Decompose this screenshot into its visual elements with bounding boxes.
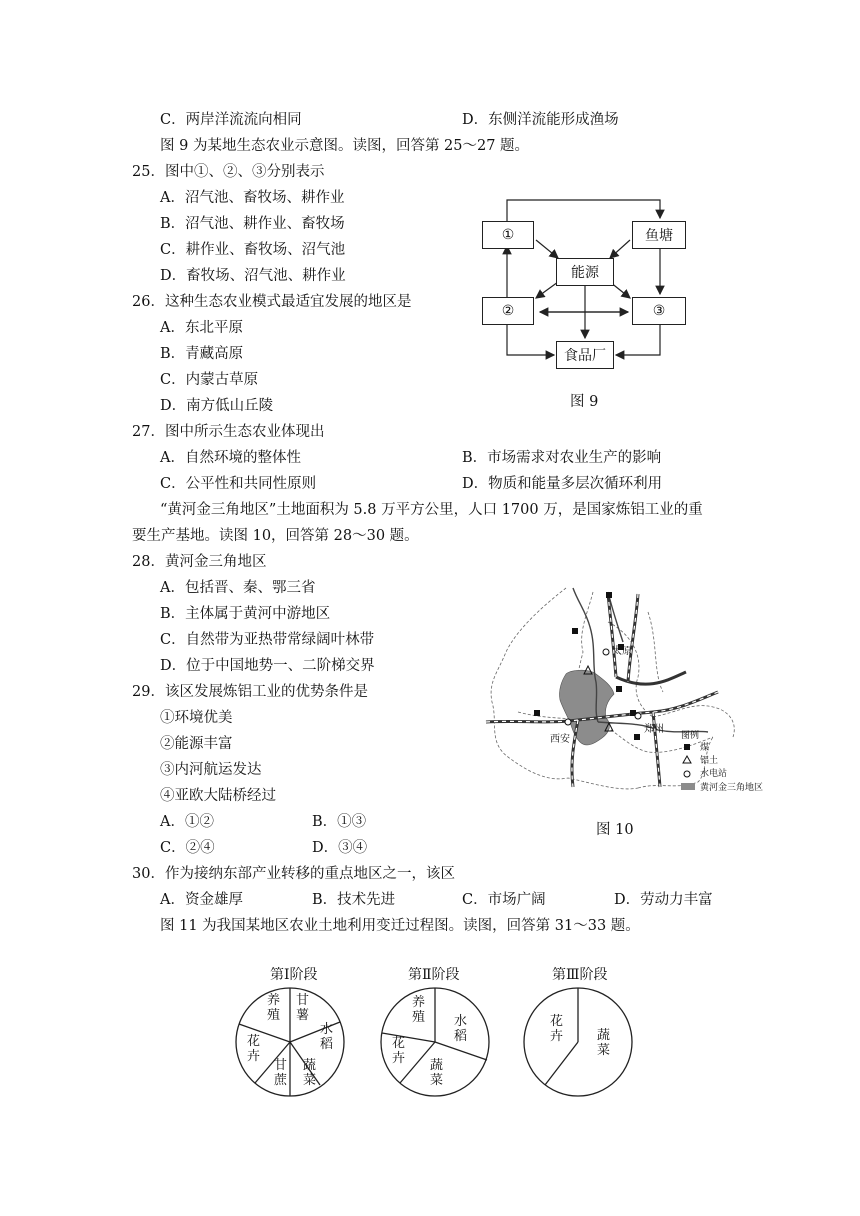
figure-10-map-graphic [478,582,778,804]
city-label-xian: 西安 [550,734,570,745]
stage2-title: 第Ⅱ阶段 [408,967,460,983]
stage2-divider [382,1033,435,1042]
q27-stem: 27．图中所示生态农业体现出 [132,424,325,440]
coal-marker [634,734,640,740]
q27-option-d: D．物质和能量多层次循环利用 [462,476,663,492]
q27-option-b: B．市场需求对农业生产的影响 [462,450,662,466]
coal-marker [616,686,622,692]
q26-option-d: D．南方低山丘陵 [160,398,274,414]
fig9-node-2: ② [482,297,534,325]
city-marker-taiyuan [603,649,609,655]
q29-stem: 29．该区发展炼铝工业的优势条件是 [132,684,368,700]
q24-option-d: D．东侧洋流能形成渔场 [462,112,619,128]
figure-10-map [478,582,778,804]
legend-region-label: 黄河金三角地区 [700,783,764,793]
q30-stem: 30．作为接纳东部产业转移的重点地区之一，该区 [132,866,455,882]
q29-option-a: A．①② [160,814,214,830]
stage1-label-sugarcane: 甘蔗 [274,1058,288,1088]
q29-option-c: C．②④ [160,840,215,856]
q28-option-c: C．自然带为亚热带常绿阔叶林带 [160,632,375,648]
q25-option-c: C．耕作业、畜牧场、沼气池 [160,242,346,258]
stage1-label-flowers: 花卉 [247,1034,261,1064]
legend-bauxite-symbol [683,756,691,763]
q26-stem: 26．这种生态农业模式最适宜发展的地区是 [132,294,412,310]
q27-option-a: A．自然环境的整体性 [160,450,301,466]
coal-marker [606,592,612,598]
coal-marker [534,710,540,716]
city-label-zhengzhou: 郑州 [644,724,664,735]
q28-option-a: A．包括晋、秦、鄂三省 [160,580,316,596]
q30-option-d: D．劳动力丰富 [614,892,713,908]
q28-stem: 28．黄河金三角地区 [132,554,267,570]
q25-stem: 25．图中①、②、③分别表示 [132,164,325,180]
stage3-divider [545,1042,578,1085]
figure-11-pies [0,980,860,1120]
legend-hydro-symbol [684,771,690,777]
q25-option-d: D．畜牧场、沼气池、耕作业 [160,268,346,284]
stage3-label-flowers: 花卉 [550,1014,564,1044]
stage2-label-vegetables: 蔬菜 [430,1058,444,1088]
q26-option-b: B．青藏高原 [160,346,244,362]
stage1-label-sweet-potato: 甘薯 [296,993,310,1023]
fig9-node-3: ③ [632,297,686,325]
stage2-label-rice: 水稻 [454,1014,468,1044]
fig11-intro: 图 11 为我国某地区农业土地利用变迁过程图。读图，回答第 31～33 题。 [160,918,640,934]
stage3-title: 第Ⅲ阶段 [552,967,608,983]
q29-item-2: ②能源丰富 [160,736,233,752]
q27-option-c: C．公平性和共同性原则 [160,476,317,492]
stage2-label-breeding: 养殖 [412,995,426,1025]
fig10-caption: 图 10 [596,822,634,838]
q28-option-b: B．主体属于黄河中游地区 [160,606,331,622]
legend-hydro-label: 水电站 [700,769,728,779]
fig9-intro: 图 9 为某地生态农业示意图。读图，回答第 25～27 题。 [160,138,530,154]
q26-option-c: C．内蒙古草原 [160,372,259,388]
stage1-title: 第Ⅰ阶段 [270,967,318,983]
fig10-intro-line1: “黄河金三角地区”土地面积为 5.8 万平方公里，人口 1700 万，是国家炼铝工业的重 [160,502,703,518]
q29-item-1: ①环境优美 [160,710,233,726]
figure-9-diagram [470,190,700,380]
fig9-node-1: ① [482,221,534,249]
stage2-label-flowers: 花卉 [392,1036,406,1066]
stage1-label-vegetables: 蔬菜 [303,1058,317,1088]
q30-option-a: A．资金雄厚 [160,892,243,908]
q29-item-4: ④亚欧大陆桥经过 [160,788,276,804]
legend-coal-label: 煤 [700,743,710,753]
fig9-node-energy: 能源 [556,258,614,286]
q29-option-b: B．①③ [312,814,367,830]
fig10-intro-line2: 要生产基地。读图 10，回答第 28～30 题。 [132,528,419,544]
stage3-label-vegetables: 蔬菜 [597,1028,611,1058]
city-marker-zhengzhou [635,713,641,719]
q24-option-c: C．两岸洋流流向相同 [160,112,302,128]
legend-title: 图例 [681,731,700,741]
q29-option-d: D．③④ [312,840,368,856]
fig9-caption: 图 9 [570,394,599,410]
stage1-label-breeding: 养殖 [267,993,281,1023]
q25-option-a: A．沼气池、畜牧场、耕作业 [160,190,345,206]
q29-item-3: ③内河航运发达 [160,762,262,778]
legend-coal-symbol [684,744,690,750]
fig9-node-fishpond: 鱼塘 [632,221,686,249]
q28-option-d: D．位于中国地势一、二阶梯交界 [160,658,375,674]
fig9-node-food-factory: 食品厂 [556,341,614,369]
coal-marker [572,628,578,634]
legend-region-symbol [681,783,695,790]
q30-option-c: C．市场广阔 [462,892,546,908]
q26-option-a: A．东北平原 [160,320,243,336]
city-marker-xian [565,719,571,725]
q30-option-b: B．技术先进 [312,892,396,908]
q25-option-b: B．沼气池、耕作业、畜牧场 [160,216,345,232]
legend-bauxite-label: 铝土 [700,756,719,766]
city-label-taiyuan: 太原 [612,646,632,657]
stage1-label-rice: 水稻 [320,1022,334,1052]
